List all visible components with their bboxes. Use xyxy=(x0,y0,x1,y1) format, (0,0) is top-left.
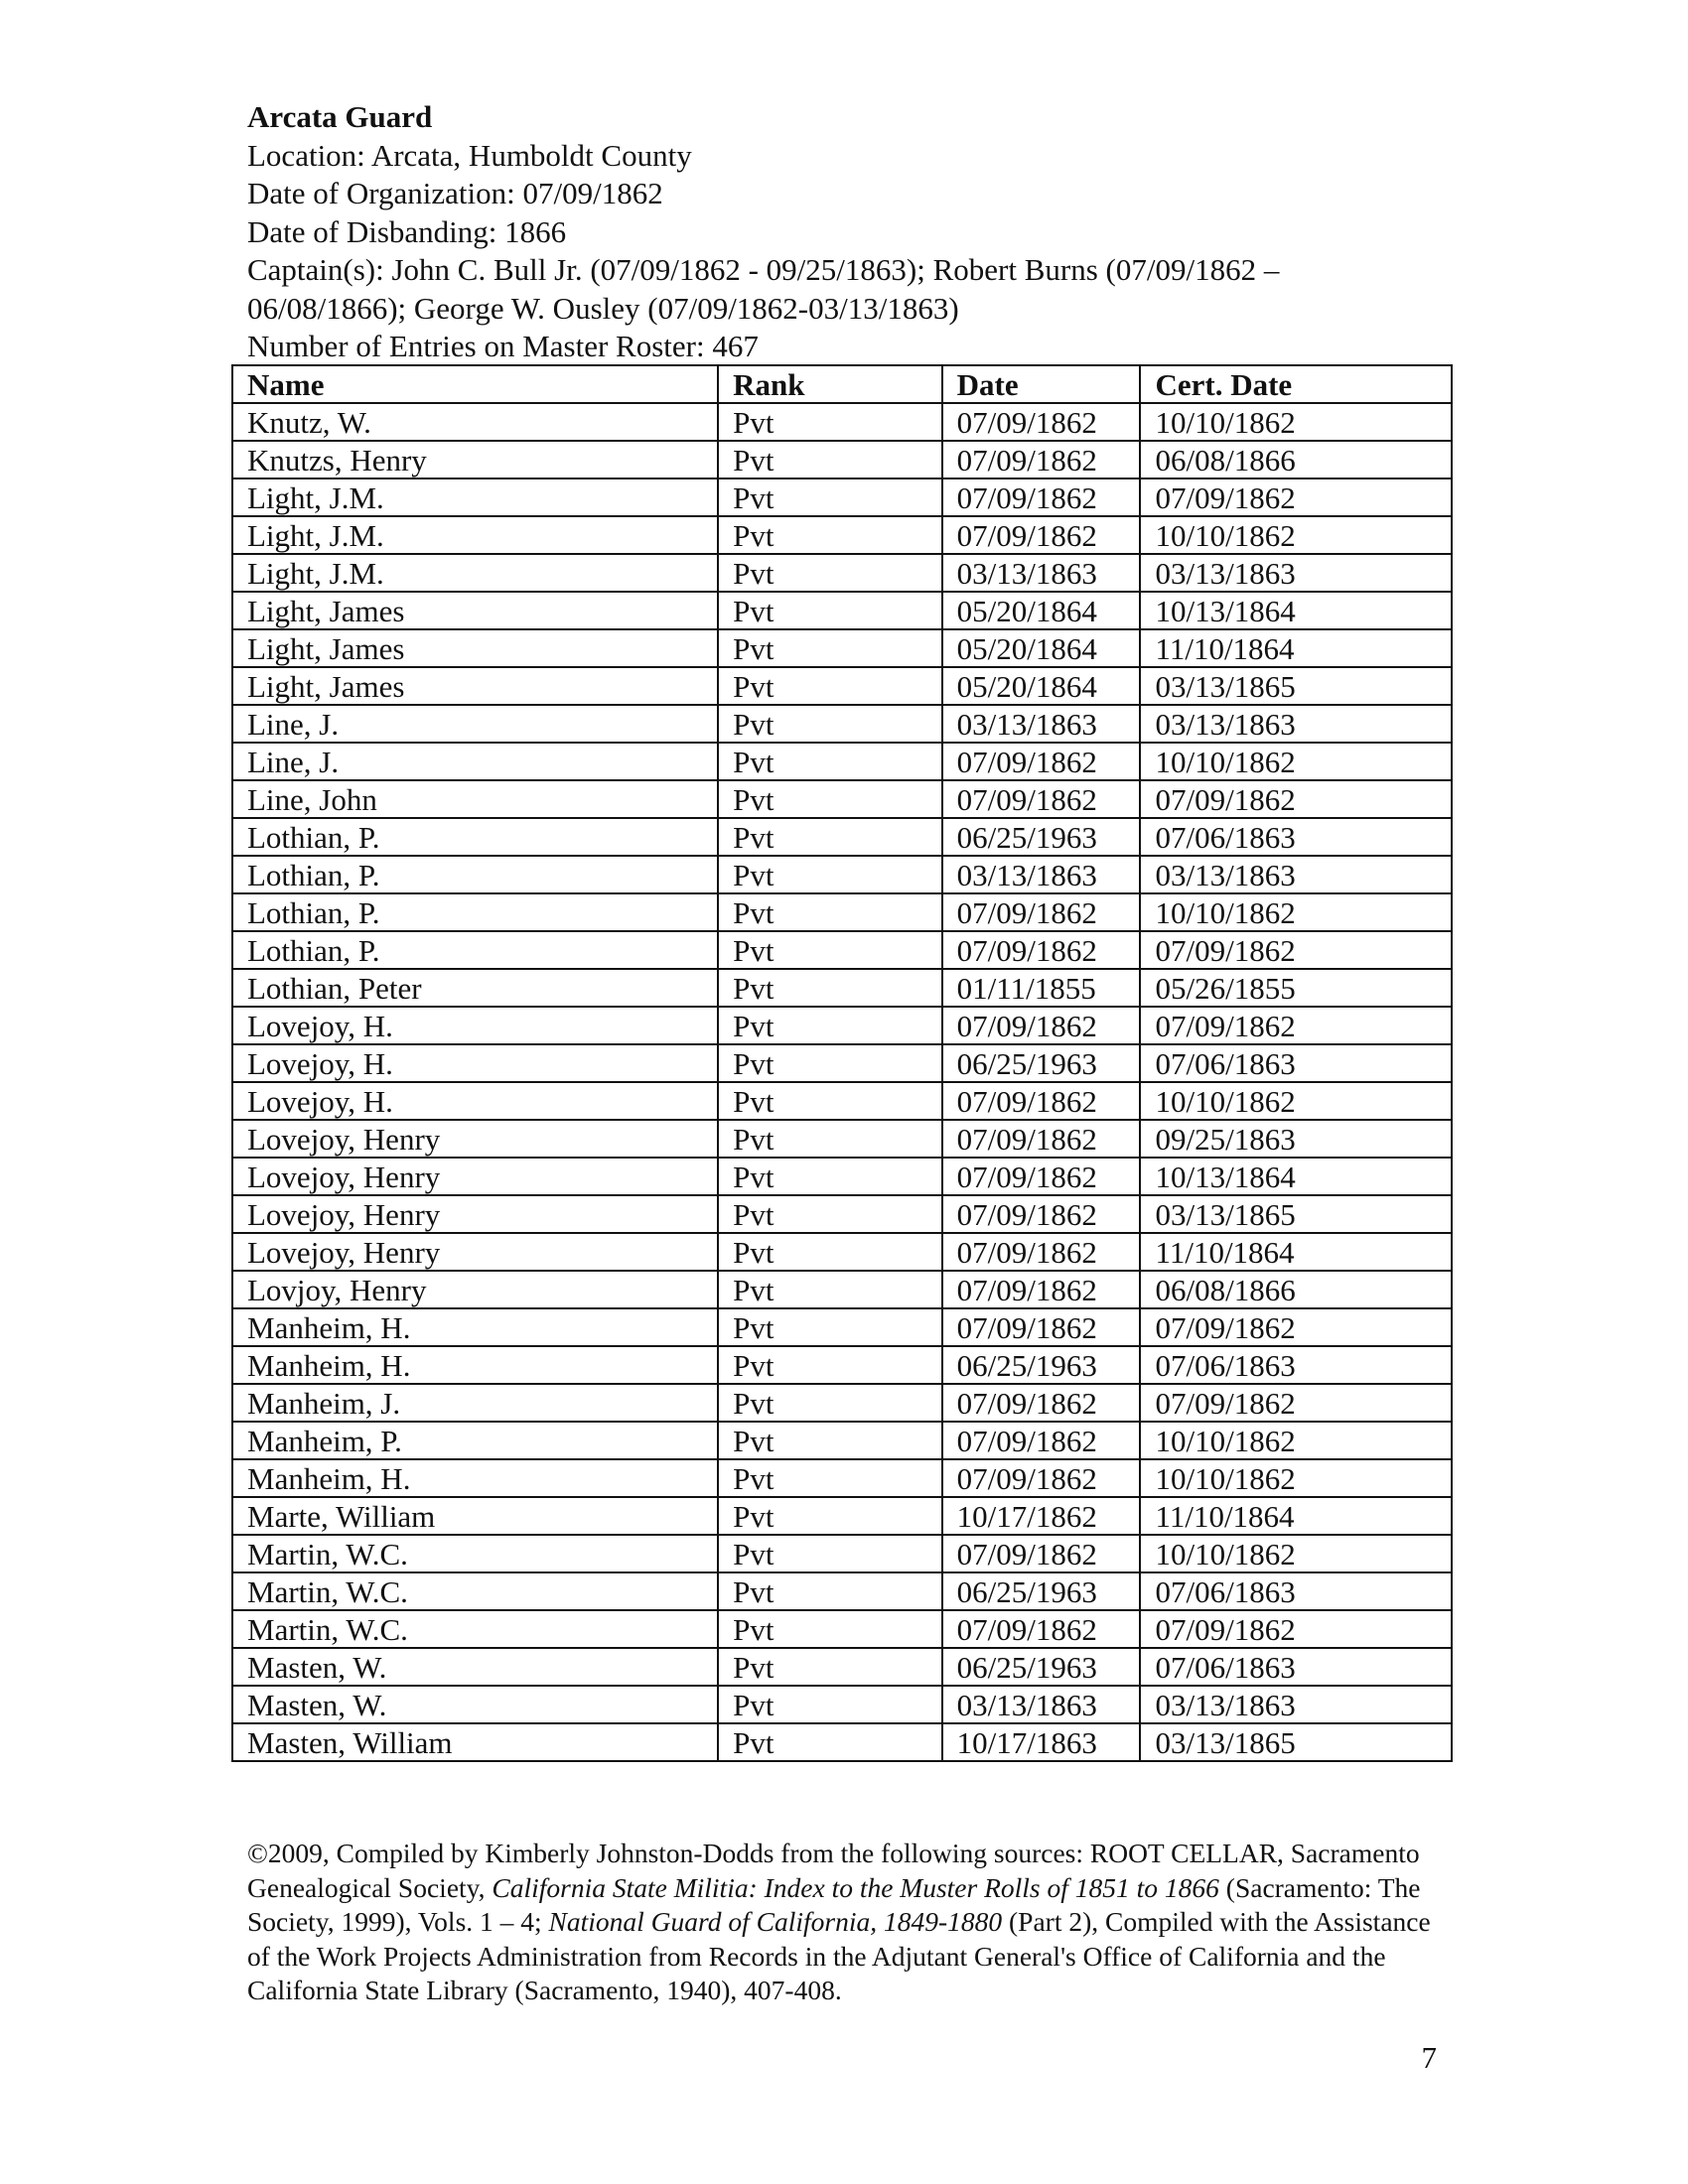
rank-cell: Pvt xyxy=(718,1007,942,1044)
captains-line-2: 06/08/1866); George W. Ousley (07/09/1862-03/13/1863) xyxy=(247,290,959,326)
date-cell: 07/09/1862 xyxy=(942,743,1141,780)
cert-date-cell: 05/26/1855 xyxy=(1140,969,1452,1007)
date-cell: 06/25/1963 xyxy=(942,1648,1141,1686)
table-row xyxy=(232,1120,1452,1158)
name-cell: Lothian, Peter xyxy=(232,969,718,1007)
date-cell: 03/13/1863 xyxy=(942,705,1141,743)
cert-date-cell: 10/10/1862 xyxy=(1140,403,1452,441)
date-cell: 10/17/1863 xyxy=(942,1723,1141,1761)
name-cell: Light, J.M. xyxy=(232,516,718,554)
cert-date-cell: 06/08/1866 xyxy=(1140,441,1452,478)
rank-cell: Pvt xyxy=(718,1044,942,1082)
date-cell: 07/09/1862 xyxy=(942,1120,1141,1158)
table-row xyxy=(232,1648,1452,1686)
name-cell: Light, James xyxy=(232,667,718,705)
name-cell: Manheim, J. xyxy=(232,1384,718,1422)
table-row xyxy=(232,441,1452,478)
table-row xyxy=(232,516,1452,554)
date-cell: 07/09/1862 xyxy=(942,1007,1141,1044)
name-cell: Marte, William xyxy=(232,1497,718,1535)
cert-date-cell: 07/06/1863 xyxy=(1140,818,1452,856)
table-row xyxy=(232,478,1452,516)
name-cell: Martin, W.C. xyxy=(232,1572,718,1610)
name-cell: Lovejoy, Henry xyxy=(232,1120,718,1158)
name-cell: Line, J. xyxy=(232,705,718,743)
name-cell: Light, James xyxy=(232,592,718,629)
table-row xyxy=(232,1308,1452,1346)
date-cell: 07/09/1862 xyxy=(942,1610,1141,1648)
date-cell: 05/20/1864 xyxy=(942,592,1141,629)
date-cell: 06/25/1963 xyxy=(942,1044,1141,1082)
date-cell: 07/09/1862 xyxy=(942,441,1141,478)
cert-date-cell: 03/13/1863 xyxy=(1140,856,1452,893)
date-cell: 07/09/1862 xyxy=(942,893,1141,931)
rank-cell: Pvt xyxy=(718,478,942,516)
rank-cell: Pvt xyxy=(718,592,942,629)
rank-cell: Pvt xyxy=(718,1610,942,1648)
name-cell: Martin, W.C. xyxy=(232,1535,718,1572)
table-row xyxy=(232,554,1452,592)
date-cell: 07/09/1862 xyxy=(942,1459,1141,1497)
cert-date-cell: 10/13/1864 xyxy=(1140,592,1452,629)
cert-date-cell: 11/10/1864 xyxy=(1140,629,1452,667)
cert-date-cell: 03/13/1865 xyxy=(1140,1195,1452,1233)
rank-cell: Pvt xyxy=(718,1384,942,1422)
date-cell: 07/09/1862 xyxy=(942,516,1141,554)
rank-cell: Pvt xyxy=(718,1459,942,1497)
cert-date-cell: 07/09/1862 xyxy=(1140,478,1452,516)
name-cell: Line, John xyxy=(232,780,718,818)
citation-text-1: ©2009, Compiled by Kimberly Johnston-Dodds from the following sources: ROOT CELLAR, Sacramento Genealogical Society, xyxy=(247,1838,1420,1903)
table-row xyxy=(232,931,1452,969)
name-cell: Lothian, P. xyxy=(232,856,718,893)
date-cell: 10/17/1862 xyxy=(942,1497,1141,1535)
cert-date-cell: 03/13/1863 xyxy=(1140,705,1452,743)
date-cell: 07/09/1862 xyxy=(942,1233,1141,1271)
rank-cell: Pvt xyxy=(718,1082,942,1120)
table-row xyxy=(232,818,1452,856)
rank-cell: Pvt xyxy=(718,1271,942,1308)
cert-date-cell: 10/10/1862 xyxy=(1140,743,1452,780)
table-row xyxy=(232,1686,1452,1723)
date-cell: 07/09/1862 xyxy=(942,1535,1141,1572)
cert-date-cell: 07/09/1862 xyxy=(1140,1308,1452,1346)
unit-title: Arcata Guard xyxy=(247,99,433,134)
rank-cell: Pvt xyxy=(718,516,942,554)
table-row xyxy=(232,743,1452,780)
cert-date-cell: 10/13/1864 xyxy=(1140,1158,1452,1195)
name-cell: Knutz, W. xyxy=(232,403,718,441)
roster-header xyxy=(247,98,1469,366)
cert-date-cell: 10/10/1862 xyxy=(1140,1459,1452,1497)
date-cell: 07/09/1862 xyxy=(942,1422,1141,1459)
name-cell: Light, James xyxy=(232,629,718,667)
name-cell: Light, J.M. xyxy=(232,478,718,516)
cert-date-cell: 07/09/1862 xyxy=(1140,1610,1452,1648)
table-row xyxy=(232,1082,1452,1120)
name-cell: Lovjoy, Henry xyxy=(232,1271,718,1308)
rank-cell: Pvt xyxy=(718,629,942,667)
table-row xyxy=(232,1610,1452,1648)
table-row xyxy=(232,1044,1452,1082)
date-cell: 05/20/1864 xyxy=(942,667,1141,705)
table-row xyxy=(232,592,1452,629)
name-cell: Light, J.M. xyxy=(232,554,718,592)
table-header-row xyxy=(232,365,1452,403)
table-row xyxy=(232,667,1452,705)
table-row xyxy=(232,1572,1452,1610)
name-cell: Lovejoy, Henry xyxy=(232,1158,718,1195)
cert-date-cell: 10/10/1862 xyxy=(1140,516,1452,554)
cert-date-cell: 07/09/1862 xyxy=(1140,780,1452,818)
cert-date-cell: 07/06/1863 xyxy=(1140,1346,1452,1384)
rank-cell: Pvt xyxy=(718,667,942,705)
date-cell: 07/09/1862 xyxy=(942,1384,1141,1422)
captains-line-1: Captain(s): John C. Bull Jr. (07/09/1862 - 09/25/1863); Robert Burns (07/09/1862 – xyxy=(247,252,1280,287)
date-cell: 03/13/1863 xyxy=(942,554,1141,592)
table-row xyxy=(232,1346,1452,1384)
date-cell: 07/09/1862 xyxy=(942,1271,1141,1308)
table-row xyxy=(232,1271,1452,1308)
date-cell: 03/13/1863 xyxy=(942,1686,1141,1723)
column-header-name: Name xyxy=(232,365,718,403)
rank-cell: Pvt xyxy=(718,1422,942,1459)
citation-title-1: California State Militia: Index to the Muster Rolls of 1851 to 1866 xyxy=(492,1871,1219,1903)
table-row xyxy=(232,1497,1452,1535)
rank-cell: Pvt xyxy=(718,856,942,893)
name-cell: Lothian, P. xyxy=(232,818,718,856)
table-row xyxy=(232,1422,1452,1459)
cert-date-cell: 10/10/1862 xyxy=(1140,893,1452,931)
cert-date-cell: 07/09/1862 xyxy=(1140,1007,1452,1044)
cert-date-cell: 07/09/1862 xyxy=(1140,931,1452,969)
name-cell: Lovejoy, H. xyxy=(232,1007,718,1044)
date-cell: 07/09/1862 xyxy=(942,1195,1141,1233)
cert-date-cell: 09/25/1863 xyxy=(1140,1120,1452,1158)
name-cell: Line, J. xyxy=(232,743,718,780)
name-cell: Knutzs, Henry xyxy=(232,441,718,478)
name-cell: Lovejoy, H. xyxy=(232,1082,718,1120)
page-number: 7 xyxy=(1421,2040,1437,2075)
rank-cell: Pvt xyxy=(718,893,942,931)
rank-cell: Pvt xyxy=(718,818,942,856)
table-row xyxy=(232,1723,1452,1761)
name-cell: Masten, William xyxy=(232,1723,718,1761)
cert-date-cell: 03/13/1863 xyxy=(1140,554,1452,592)
rank-cell: Pvt xyxy=(718,705,942,743)
entries-count-line: Number of Entries on Master Roster: 467 xyxy=(247,329,759,363)
rank-cell: Pvt xyxy=(718,1572,942,1610)
table-row xyxy=(232,1007,1452,1044)
date-cell: 07/09/1862 xyxy=(942,403,1141,441)
table-row xyxy=(232,969,1452,1007)
cert-date-cell: 07/06/1863 xyxy=(1140,1648,1452,1686)
column-header-cert-date: Cert. Date xyxy=(1140,365,1452,403)
rank-cell: Pvt xyxy=(718,969,942,1007)
date-cell: 07/09/1862 xyxy=(942,780,1141,818)
rank-cell: Pvt xyxy=(718,743,942,780)
date-cell: 07/09/1862 xyxy=(942,1082,1141,1120)
table-row xyxy=(232,629,1452,667)
name-cell: Lovejoy, Henry xyxy=(232,1233,718,1271)
date-cell: 07/09/1862 xyxy=(942,1308,1141,1346)
name-cell: Lovejoy, Henry xyxy=(232,1195,718,1233)
cert-date-cell: 10/10/1862 xyxy=(1140,1422,1452,1459)
rank-cell: Pvt xyxy=(718,1120,942,1158)
name-cell: Manheim, H. xyxy=(232,1308,718,1346)
rank-cell: Pvt xyxy=(718,554,942,592)
name-cell: Manheim, H. xyxy=(232,1346,718,1384)
table-row xyxy=(232,856,1452,893)
rank-cell: Pvt xyxy=(718,1648,942,1686)
name-cell: Lovejoy, H. xyxy=(232,1044,718,1082)
roster-table-body xyxy=(232,403,1452,1761)
disbanding-date-line: Date of Disbanding: 1866 xyxy=(247,213,567,249)
organization-date-line: Date of Organization: 07/09/1862 xyxy=(247,176,663,210)
rank-cell: Pvt xyxy=(718,441,942,478)
table-row xyxy=(232,1233,1452,1271)
date-cell: 03/13/1863 xyxy=(942,856,1141,893)
table-row xyxy=(232,780,1452,818)
table-row xyxy=(232,893,1452,931)
rank-cell: Pvt xyxy=(718,1535,942,1572)
rank-cell: Pvt xyxy=(718,1195,942,1233)
table-row xyxy=(232,403,1452,441)
table-row xyxy=(232,1158,1452,1195)
rank-cell: Pvt xyxy=(718,1346,942,1384)
rank-cell: Pvt xyxy=(718,1233,942,1271)
column-header-rank: Rank xyxy=(718,365,942,403)
date-cell: 06/25/1963 xyxy=(942,1346,1141,1384)
rank-cell: Pvt xyxy=(718,780,942,818)
rank-cell: Pvt xyxy=(718,931,942,969)
name-cell: Masten, W. xyxy=(232,1686,718,1723)
citation-title-2: National Guard of California, 1849-1880 xyxy=(548,1906,1003,1937)
date-cell: 07/09/1862 xyxy=(942,931,1141,969)
cert-date-cell: 07/06/1863 xyxy=(1140,1044,1452,1082)
name-cell: Manheim, P. xyxy=(232,1422,718,1459)
cert-date-cell: 07/09/1862 xyxy=(1140,1384,1452,1422)
name-cell: Martin, W.C. xyxy=(232,1610,718,1648)
cert-date-cell: 03/13/1865 xyxy=(1140,1723,1452,1761)
cert-date-cell: 03/13/1865 xyxy=(1140,667,1452,705)
rank-cell: Pvt xyxy=(718,1158,942,1195)
source-citation xyxy=(247,1837,1454,2008)
table-row xyxy=(232,705,1452,743)
column-header-date: Date xyxy=(942,365,1141,403)
cert-date-cell: 03/13/1863 xyxy=(1140,1686,1452,1723)
date-cell: 05/20/1864 xyxy=(942,629,1141,667)
date-cell: 01/11/1855 xyxy=(942,969,1141,1007)
table-row xyxy=(232,1459,1452,1497)
table-row xyxy=(232,1535,1452,1572)
rank-cell: Pvt xyxy=(718,1723,942,1761)
date-cell: 07/09/1862 xyxy=(942,478,1141,516)
cert-date-cell: 07/06/1863 xyxy=(1140,1572,1452,1610)
cert-date-cell: 11/10/1864 xyxy=(1140,1497,1452,1535)
name-cell: Lothian, P. xyxy=(232,893,718,931)
date-cell: 06/25/1963 xyxy=(942,1572,1141,1610)
name-cell: Masten, W. xyxy=(232,1648,718,1686)
table-row xyxy=(232,1195,1452,1233)
date-cell: 07/09/1862 xyxy=(942,1158,1141,1195)
roster-table xyxy=(231,364,1453,1762)
rank-cell: Pvt xyxy=(718,1686,942,1723)
location-line: Location: Arcata, Humboldt County xyxy=(247,137,692,173)
citation-text-2: (Sacramento: The Society, 1999), Vols. 1 – 4; xyxy=(247,1871,1421,1937)
table-row xyxy=(232,1384,1452,1422)
cert-date-cell: 11/10/1864 xyxy=(1140,1233,1452,1271)
cert-date-cell: 10/10/1862 xyxy=(1140,1082,1452,1120)
name-cell: Lothian, P. xyxy=(232,931,718,969)
rank-cell: Pvt xyxy=(718,403,942,441)
citation-text-3: (Part 2), Compiled with the Assistance of the Work Projects Administration from Records in the Adjutant General's Office of California and the California State Library (Sacramento, 1940), 407-408. xyxy=(247,1906,1431,2005)
date-cell: 06/25/1963 xyxy=(942,818,1141,856)
name-cell: Manheim, H. xyxy=(232,1459,718,1497)
cert-date-cell: 06/08/1866 xyxy=(1140,1271,1452,1308)
rank-cell: Pvt xyxy=(718,1497,942,1535)
cert-date-cell: 10/10/1862 xyxy=(1140,1535,1452,1572)
rank-cell: Pvt xyxy=(718,1308,942,1346)
